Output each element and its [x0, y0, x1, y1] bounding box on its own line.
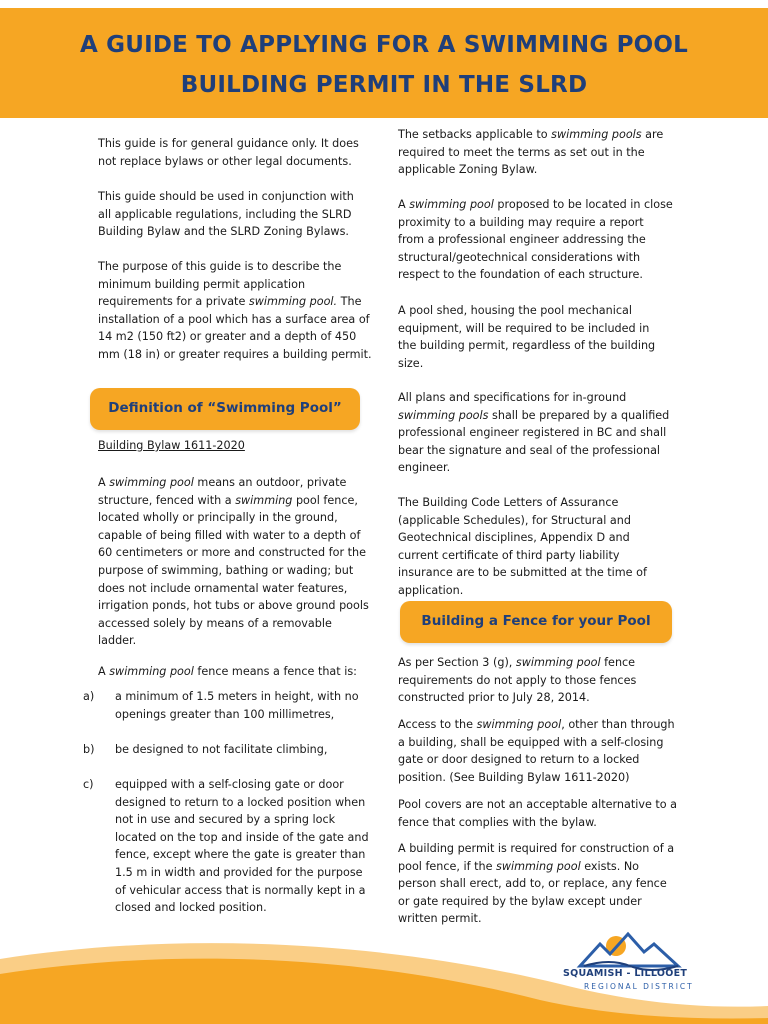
paragraph-pool-shed: A pool shed, housing the pool mechanical equipment, will be required to be included in the building permit, regardless of the building size.	[398, 304, 656, 370]
paragraph-plans: All plans and specifications for in-ground swimming pools shall be prepared by a qualified professional engineer registered in BC and shall bear the signature and seal of the professional engineer.	[398, 391, 670, 475]
section-heading-fence: Building a Fence for your Pool	[400, 601, 672, 643]
list-item: b) be designed to not facilitate climbing,	[83, 743, 328, 756]
paragraph-disclaimer: This guide is for general guidance only. It does not replace bylaws or other legal documents.	[98, 137, 359, 168]
paragraph-purpose: The purpose of this guide is to describe the minimum building permit application requirements for a private swimming pool. The installation of a pool which has a surface area of 14 m2 (150 ft2) or greater and a depth of 450 mm (18 in) or greater requires a building permit.	[98, 260, 372, 361]
logo-subtitle: REGIONAL DISTRICT	[584, 982, 694, 991]
paragraph-pool-covers: Pool covers are not an acceptable alternative to a fence that complies with the bylaw.	[398, 798, 678, 829]
logo-name: SQUAMISH - LILLOOET	[563, 968, 688, 979]
paragraph-section-3g: As per Section 3 (g), swimming pool fence requirements do not apply to those fences constructed prior to July 28, 2014.	[398, 656, 637, 705]
header-banner	[0, 8, 768, 118]
paragraph-fence-intro: A swimming pool fence means a fence that is:	[98, 665, 357, 678]
paragraph-access: Access to the swimming pool, other than through a building, shall be equipped with a self-closing gate or door designed to return to a locked position. (See Building Bylaw 1611-2020)	[398, 718, 675, 784]
paragraph-conjunction: This guide should be used in conjunction with all applicable regulations, including the SLRD Building Bylaw and the SLRD Zoning Bylaws.	[98, 190, 354, 239]
paragraph-setbacks: The setbacks applicable to swimming pools are required to meet the terms as set out in the applicable Zoning Bylaw.	[398, 128, 664, 177]
paragraph-fence-permit: A building permit is required for construction of a pool fence, if the swimming pool exists. No person shall erect, add to, or replace, any fence or gate required by the bylaw except under written permit.	[398, 842, 675, 926]
list-item: a) a minimum of 1.5 meters in height, with no openings greater than 100 millimetres,	[83, 690, 359, 721]
bylaw-reference: Building Bylaw 1611-2020	[98, 439, 245, 452]
page-title-line2: BUILDING PERMIT IN THE SLRD	[180, 72, 588, 98]
paragraph-letters-of-assurance: The Building Code Letters of Assurance (applicable Schedules), for Structural and Geotechnical disciplines, Appendix D and current certificate of third party liability insurance are to be submitted at the time of application.	[398, 496, 647, 597]
paragraph-engineer-report: A swimming pool proposed to be located in close proximity to a building may require a report from a professional engineer addressing the structural/geotechnical considerations with respect to the foundation of each structure.	[398, 198, 673, 282]
section-heading-definition: Definition of “Swimming Pool”	[90, 388, 360, 430]
page-title-line1: A GUIDE TO APPLYING FOR A SWIMMING POOL	[79, 32, 689, 58]
paragraph-definition: A swimming pool means an outdoor, private structure, fenced with a swimming pool fence, located wholly or principally in the ground, capable of being filled with water to a depth of 60 centimeters or more and constructed for the purpose of swimming, bathing or wading; but does not include ornamental water features, irrigation ponds, hot tubs or above ground pools accessed solely by means of a removable ladder.	[98, 476, 369, 648]
list-item: c) equipped with a self-closing gate or door designed to return to a locked position when not in use and secured by a spring lock located on the top and inside of the gate and fence, except where the gate is greater than 1.5 m in width and provided for the purpose of vehicular access that is normally kept in a closed and locked position.	[83, 778, 369, 915]
